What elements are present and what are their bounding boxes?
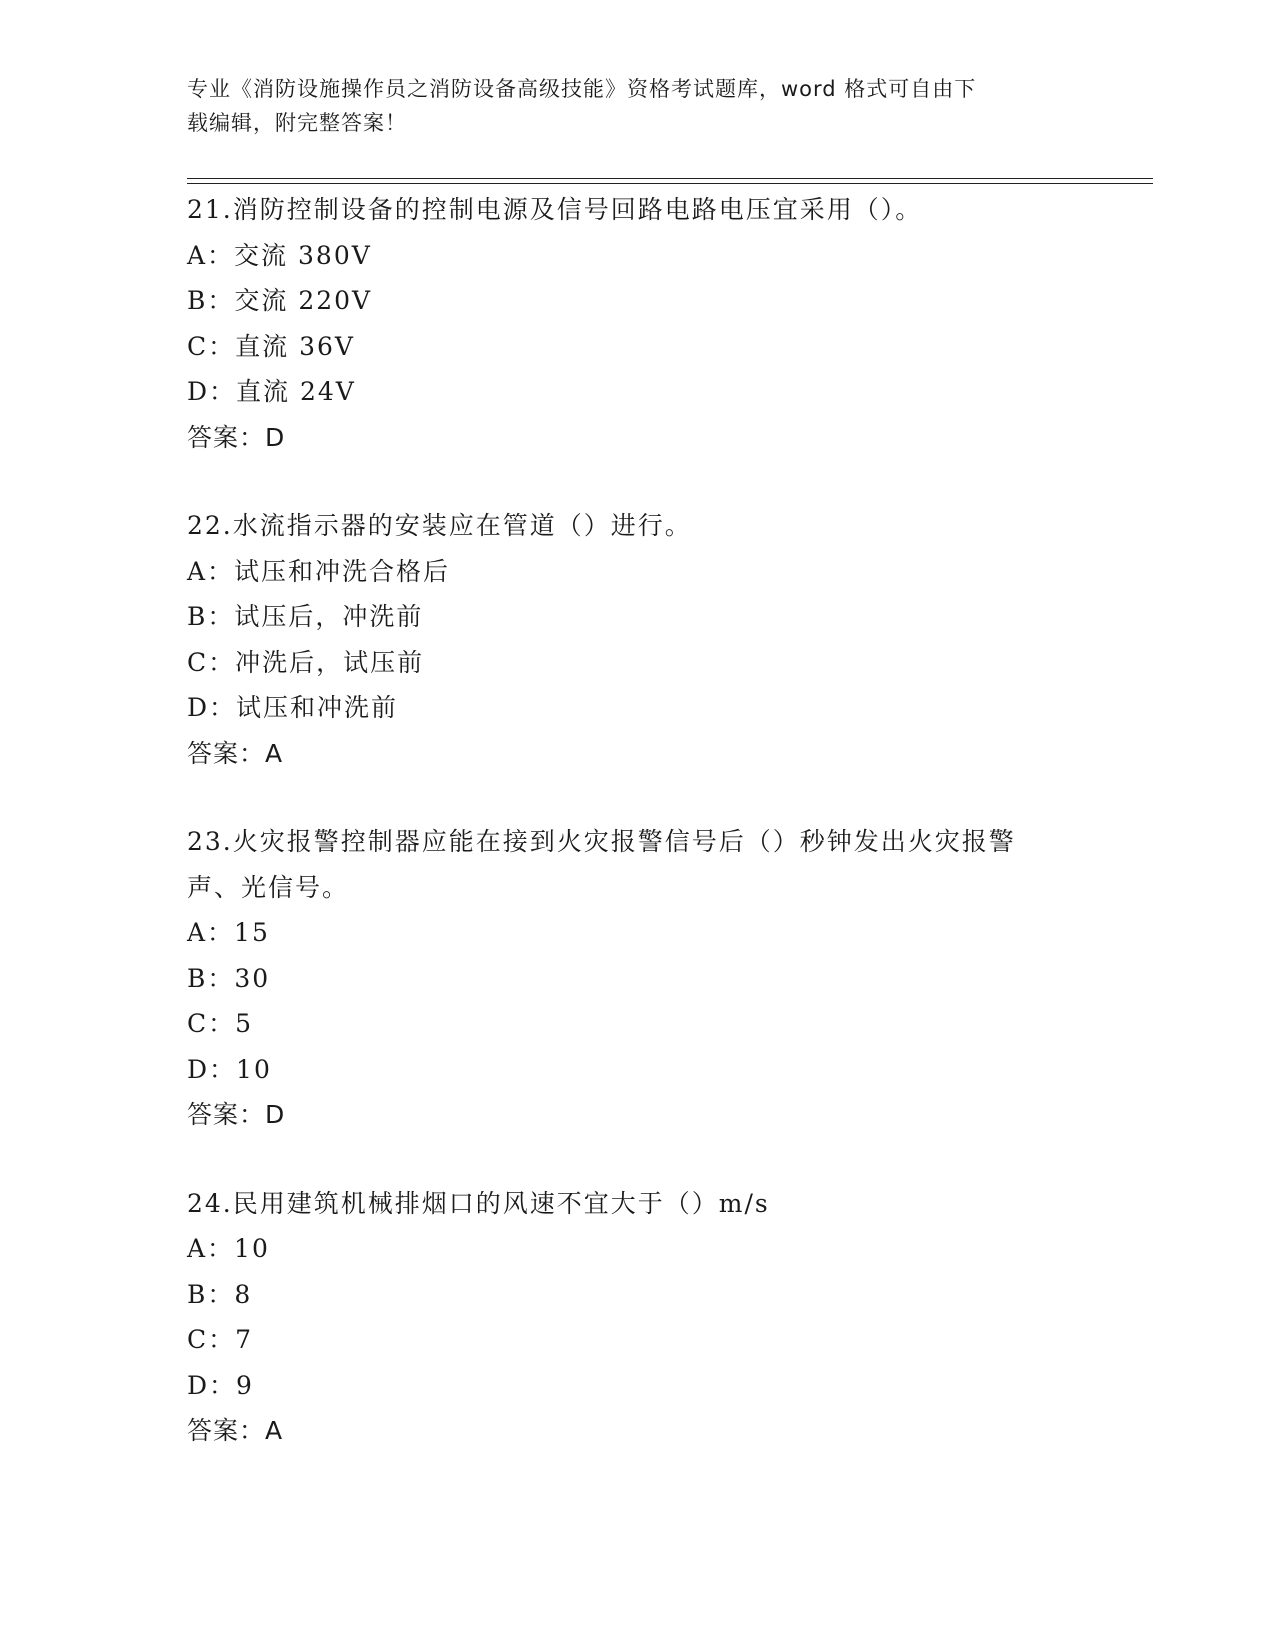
header-divider-bottom [187, 183, 1153, 184]
option-d: D：直流 24V [187, 377, 356, 406]
answer: 答案：A [187, 1416, 284, 1445]
option-c: C：7 [187, 1325, 254, 1354]
question-23 [187, 819, 1087, 1138]
question-21 [187, 187, 1087, 460]
option-a: A：10 [187, 1234, 270, 1263]
option-b: B：30 [187, 963, 271, 993]
option-b: B：8 [187, 1279, 253, 1309]
option-a: A：交流 380V [187, 240, 372, 270]
option-b: B：试压后，冲洗前 [187, 602, 424, 631]
question-text-line-2: 声、光信号。 [187, 872, 350, 902]
question-text: 24.民用建筑机械排烟口的风速不宜大于（）m/s [187, 1188, 770, 1218]
question-24 [187, 1181, 1087, 1454]
option-c: C：冲洗后，试压前 [187, 647, 425, 677]
option-c: C：直流 36V [187, 331, 355, 361]
question-text: 22.水流指示器的安装应在管道（）进行。 [187, 511, 692, 540]
answer: 答案：D [187, 422, 286, 452]
header-divider-top [187, 178, 1153, 179]
option-d: D：9 [187, 1370, 254, 1400]
option-a: A：试压和冲洗合格后 [187, 556, 451, 586]
question-text: 21.消防控制设备的控制电源及信号回路电路电压宜采用（）。 [187, 195, 923, 224]
question-text-line-1: 23.火灾报警控制器应能在接到火灾报警信号后（）秒钟发出火灾报警 [187, 827, 1016, 856]
option-d: D：试压和冲洗前 [187, 693, 399, 722]
answer: 答案：A [187, 738, 284, 768]
option-a: A：15 [187, 918, 270, 947]
option-c: C：5 [187, 1009, 254, 1038]
document-header [187, 72, 1077, 140]
question-list [187, 187, 1087, 1497]
header-line-1: 专业《消防设施操作员之消防设备高级技能》资格考试题库，word 格式可自由下 [187, 77, 977, 101]
question-22 [187, 503, 1087, 776]
answer: 答案：D [187, 1100, 286, 1129]
option-b: B：交流 220V [187, 286, 373, 315]
header-line-2: 载编辑，附完整答案！ [187, 111, 407, 135]
option-d: D：10 [187, 1054, 272, 1084]
